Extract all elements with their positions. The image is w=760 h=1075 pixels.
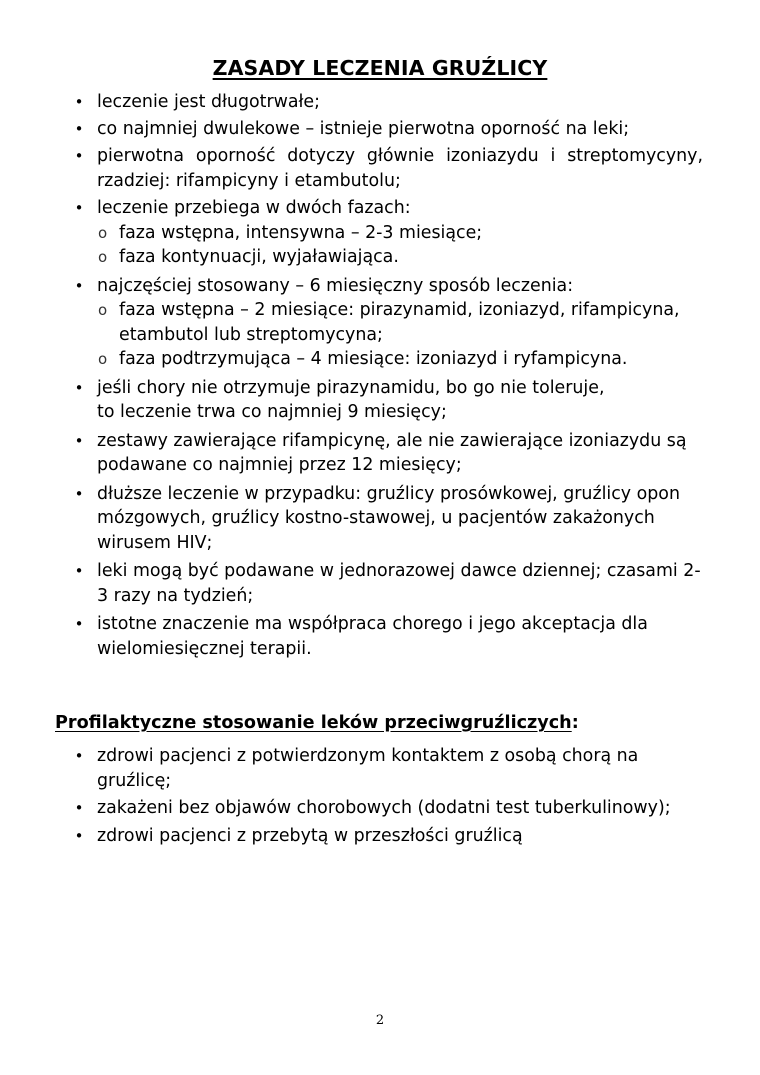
page-number: 2 [375,1013,385,1028]
list-item-text: pierwotna oporność dotyczy głównie izoniazydu i streptomycyny, rzadziej: rifampicyny i etambutolu; [97,146,703,191]
sub-list-item [97,298,703,347]
treatment-principles-list [0,90,759,661]
sub-list-item-text: faza wstępna – 2 miesiące: pirazynamid, izoniazyd, rifampicyna, etambutol lub streptomycyna; [119,300,680,345]
list-item [0,482,759,556]
bullet-icon: • [74,799,84,817]
list-item-text: co najmniej dwulekowe – istnieje pierwotna oporność na leki; [97,118,630,139]
list-item [0,117,759,142]
sub-list-item-text: faza wstępna, intensywna – 2-3 miesiące; [119,222,483,243]
bullet-icon: • [74,826,84,845]
list-item [0,559,759,608]
sub-list-item [97,347,703,372]
sub-list [97,221,703,270]
bullet-icon: • [74,93,84,111]
list-item-text: leczenie przebiega w dwóch fazach: [97,198,411,218]
prophylaxis-heading [55,713,579,733]
bullet-icon: • [74,747,84,765]
list-item-text: zestawy zawierające rifampicynę, ale nie zawierające izoniazydu są podawane co najmniej przez 12 miesięcy; [97,430,687,475]
prophylaxis-heading-colon: : [571,713,579,733]
list-item [0,612,759,661]
list-item [0,429,759,478]
bullet-icon: • [74,378,84,397]
prophylaxis-list [0,744,759,848]
sub-list-item [97,245,703,270]
sub-list [97,298,703,372]
list-item [0,376,759,425]
bullet-icon: • [74,147,84,165]
list-item [0,196,759,270]
bullet-icon: • [74,119,84,138]
circle-bullet-icon: o [98,350,108,368]
list-item [0,744,759,793]
bullet-icon: • [74,199,84,217]
list-item-text-continued: to leczenie trwa co najmniej 9 miesięcy; [97,402,447,422]
list-item-text: leczenie jest długotrwałe; [97,92,320,112]
circle-bullet-icon: o [98,223,108,242]
list-item-text: zdrowi pacjenci z potwierdzonym kontaktem z osobą chorą na gruźlicę; [97,746,639,791]
list-item [0,90,759,115]
circle-bullet-icon: o [98,301,108,319]
sub-list-item-text: faza podtrzymująca – 4 miesiące: izoniazyd i ryfampicyna. [119,349,628,369]
list-item-text: dłuższe leczenie w przypadku: gruźlicy prosówkowej, gruźlicy opon mózgowych, gruźlicy kostno-stawowej, u pacjentów zakażonych wirusem HIV; [97,483,680,553]
list-item [0,796,759,821]
list-item-text: istotne znaczenie ma współpraca chorego i jego akceptacja dla wielomiesięcznej terapii. [97,614,648,659]
circle-bullet-icon: o [98,248,108,266]
page-title: ZASADY LECZENIA GRUŹLICY [212,56,548,80]
bullet-icon: • [74,484,84,503]
prophylaxis-heading-text: Profilaktyczne stosowanie leków przeciwgruźliczych [55,713,572,733]
sub-list-item-text: faza kontynuacji, wyjaławiająca. [119,247,399,267]
list-item-text: zdrowi pacjenci z przebytą w przeszłości gruźlicą [97,825,523,846]
bullet-icon: • [74,431,84,450]
sub-list-item [97,221,703,246]
list-item [0,274,759,372]
list-item [0,824,759,849]
bullet-icon: • [74,562,84,580]
list-item-text: leki mogą być podawane w jednorazowej dawce dziennej; czasami 2-3 razy na tydzień; [97,561,701,606]
list-item [0,144,759,193]
bullet-icon: • [74,276,84,295]
list-item-text: najczęściej stosowany – 6 miesięczny sposób leczenia: [97,275,574,296]
list-item-text: zakażeni bez objawów chorobowych (dodatni test tuberkulinowy); [97,798,671,818]
bullet-icon: • [74,615,84,633]
list-item-text: jeśli chory nie otrzymuje pirazynamidu, bo go nie toleruje, [97,377,605,398]
